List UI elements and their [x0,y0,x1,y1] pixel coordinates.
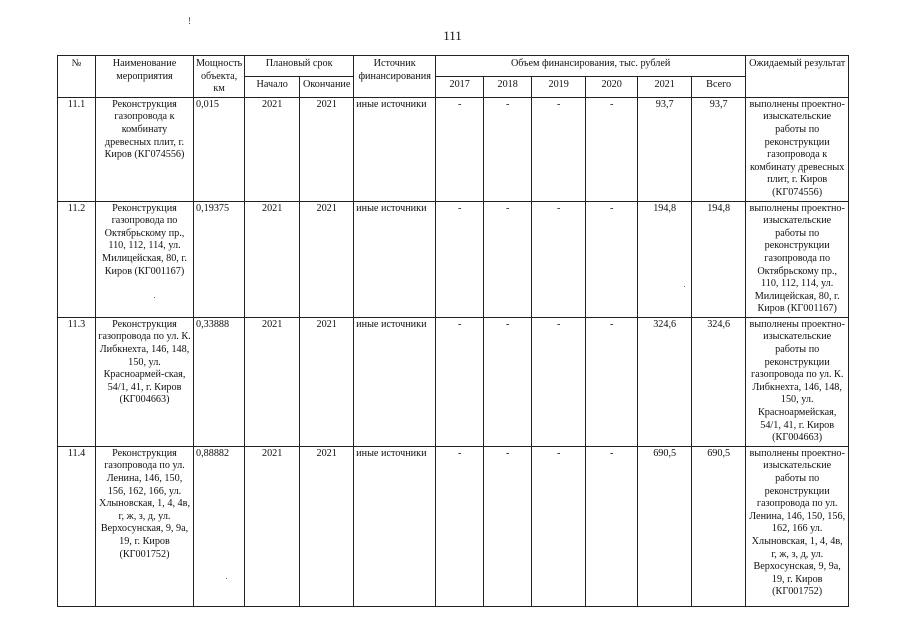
row-source: иные источники [354,201,436,317]
table-row [58,317,849,446]
row-2021: 324,6 [638,317,692,446]
scan-speck [684,286,685,287]
row-start: 2021 [245,446,300,606]
row-end: 2021 [300,446,354,606]
row-total: 690,5 [692,446,746,606]
row-num: 11.3 [58,317,96,446]
row-2018: - [484,446,532,606]
row-end: 2021 [300,317,354,446]
header-year-2020: 2020 [586,76,638,97]
row-2020: - [586,317,638,446]
row-2019: - [532,317,586,446]
header-start: Начало [245,76,300,97]
row-2017: - [436,317,484,446]
header-year-2019: 2019 [532,76,586,97]
row-num: 11.2 [58,201,96,317]
header-year-2018: 2018 [484,76,532,97]
row-2021: 690,5 [638,446,692,606]
row-result: выполнены проектно-изыскательские работы по реконструкции газопровода к комбинату древесных плит, г. Киров (КГ074556) [746,97,849,201]
row-num: 11.1 [58,97,96,201]
row-2017: - [436,201,484,317]
row-source: иные источники [354,97,436,201]
row-name: Реконструкция газопровода к комбинату древесных плит, г. Киров (КГ074556) [96,97,194,201]
row-end: 2021 [300,201,354,317]
row-2018: - [484,317,532,446]
row-result: выполнены проектно-изыскательские работы по реконструкции газопровода по ул. К. Либкнехта, 146, 148, 150, ул. Красноармейская, 54/1, 41, г. Киров (КГ004663) [746,317,849,446]
row-2019: - [532,97,586,201]
row-capacity: 0,88882 [194,446,245,606]
row-2019: - [532,201,586,317]
row-total: 324,6 [692,317,746,446]
row-2018: - [484,201,532,317]
row-total: 93,7 [692,97,746,201]
row-2020: - [586,97,638,201]
header-source: Источник финансирования [354,56,436,98]
row-2017: - [436,446,484,606]
header-year-2021: 2021 [638,76,692,97]
row-2021: 93,7 [638,97,692,201]
header-end: Окончание [300,76,354,97]
row-name: Реконструкция газопровода по ул. Ленина, 146, 150, 156, 162, 166, ул. Хлыновская, 1, 4, 4в, г, ж, з, д, ул. Верхосунская, 9, 9а, 19, г. Киров (КГ001752) [96,446,194,606]
row-start: 2021 [245,97,300,201]
row-start: 2021 [245,317,300,446]
header-term: Плановый срок [245,56,354,77]
row-source: иные источники [354,317,436,446]
row-result: выполнены проектно-изыскательские работы по реконструкции газопровода по ул. Ленина, 146, 150, 156, 162, 166 ул. Хлыновская, 1, 4, 4в, г, ж, з, д, ул. Верхосунская, 9, 9а, 19, г. Киров (КГ001752) [746,446,849,606]
header-funding: Объем финансирования, тыс. рублей [436,56,746,77]
row-name: Реконструкция газопровода по ул. К. Либкнехта, 146, 148, 150, ул. Красноармей-ская, 54/1, 41, г. Киров (КГ004663) [96,317,194,446]
scan-speck [154,297,155,298]
row-result: выполнены проектно-изыскательские работы по реконструкции газопровода по Октябрьскому пр., 110, 112, 114, ул. Милицейская, 80, г. Киров (КГ001167) [746,201,849,317]
row-2020: - [586,201,638,317]
row-2017: - [436,97,484,201]
scan-mark: ! [188,16,191,26]
header-name: Наименование мероприятия [96,56,194,98]
scan-speck [226,578,227,579]
row-num: 11.4 [58,446,96,606]
header-year-2017: 2017 [436,76,484,97]
funding-plan-table [57,55,849,607]
row-end: 2021 [300,97,354,201]
header-total: Всего [692,76,746,97]
header-capacity: Мощность объекта, км [194,56,245,98]
row-2019: - [532,446,586,606]
row-capacity: 0,33888 [194,317,245,446]
row-source: иные источники [354,446,436,606]
table-row [58,446,849,606]
row-capacity: 0,19375 [194,201,245,317]
row-capacity: 0,015 [194,97,245,201]
header-result: Ожидаемый результат [746,56,849,98]
page-number: 111 [443,28,462,43]
row-name: Реконструкция газопровода по Октябрьскому пр., 110, 112, 114, ул. Милицейская, 80, г. Киров (КГ001167) [96,201,194,317]
table-row [58,201,849,317]
row-total: 194,8 [692,201,746,317]
row-2018: - [484,97,532,201]
header-num: № [58,56,96,98]
row-2021: 194,8 [638,201,692,317]
header-row-1 [58,56,849,77]
row-2020: - [586,446,638,606]
table-row [58,97,849,201]
row-start: 2021 [245,201,300,317]
